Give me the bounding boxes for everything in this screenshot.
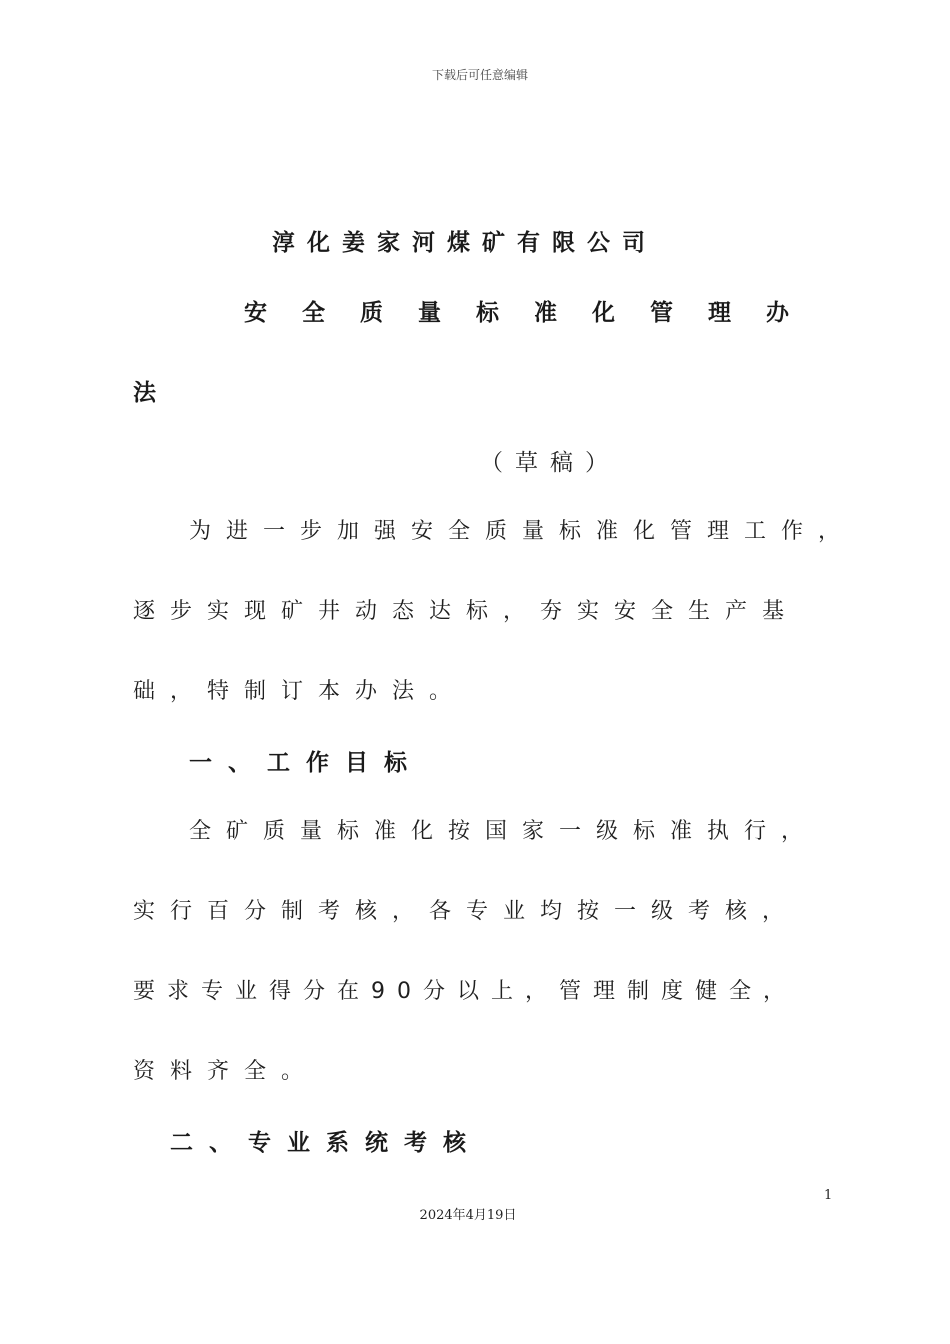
section1-line: 实行百分制考核，各专业均按一级考核， bbox=[133, 899, 800, 924]
intro-line: 逐步实现矿井动态达标，夯实安全生产基 bbox=[133, 599, 800, 624]
intro-line: 础，特制订本办法。 bbox=[133, 679, 467, 704]
section-heading-work-goals: 一、工作目标 bbox=[189, 750, 423, 776]
company-title: 淳化姜家河煤矿有限公司 bbox=[272, 230, 657, 256]
header-note: 下载后可任意编辑 bbox=[431, 68, 528, 82]
document-title: 安全质量标准化管理办 bbox=[244, 300, 824, 326]
document-title-continuation: 法 bbox=[133, 380, 156, 406]
section1-line: 全矿质量标准化按国家一级标准执行， bbox=[189, 819, 819, 844]
section-heading-system-assessment: 二、专业系统考核 bbox=[170, 1130, 482, 1156]
section1-line: 资料齐全。 bbox=[133, 1059, 319, 1084]
draft-label: （草稿） bbox=[480, 450, 620, 476]
footer-date: 2024年4月19日 bbox=[419, 1208, 517, 1223]
section1-line: 要求专业得分在90分以上，管理制度健全， bbox=[133, 979, 797, 1004]
page-number: 1 bbox=[824, 1188, 833, 1203]
intro-line: 为进一步加强安全质量标准化管理工作， bbox=[189, 519, 856, 544]
